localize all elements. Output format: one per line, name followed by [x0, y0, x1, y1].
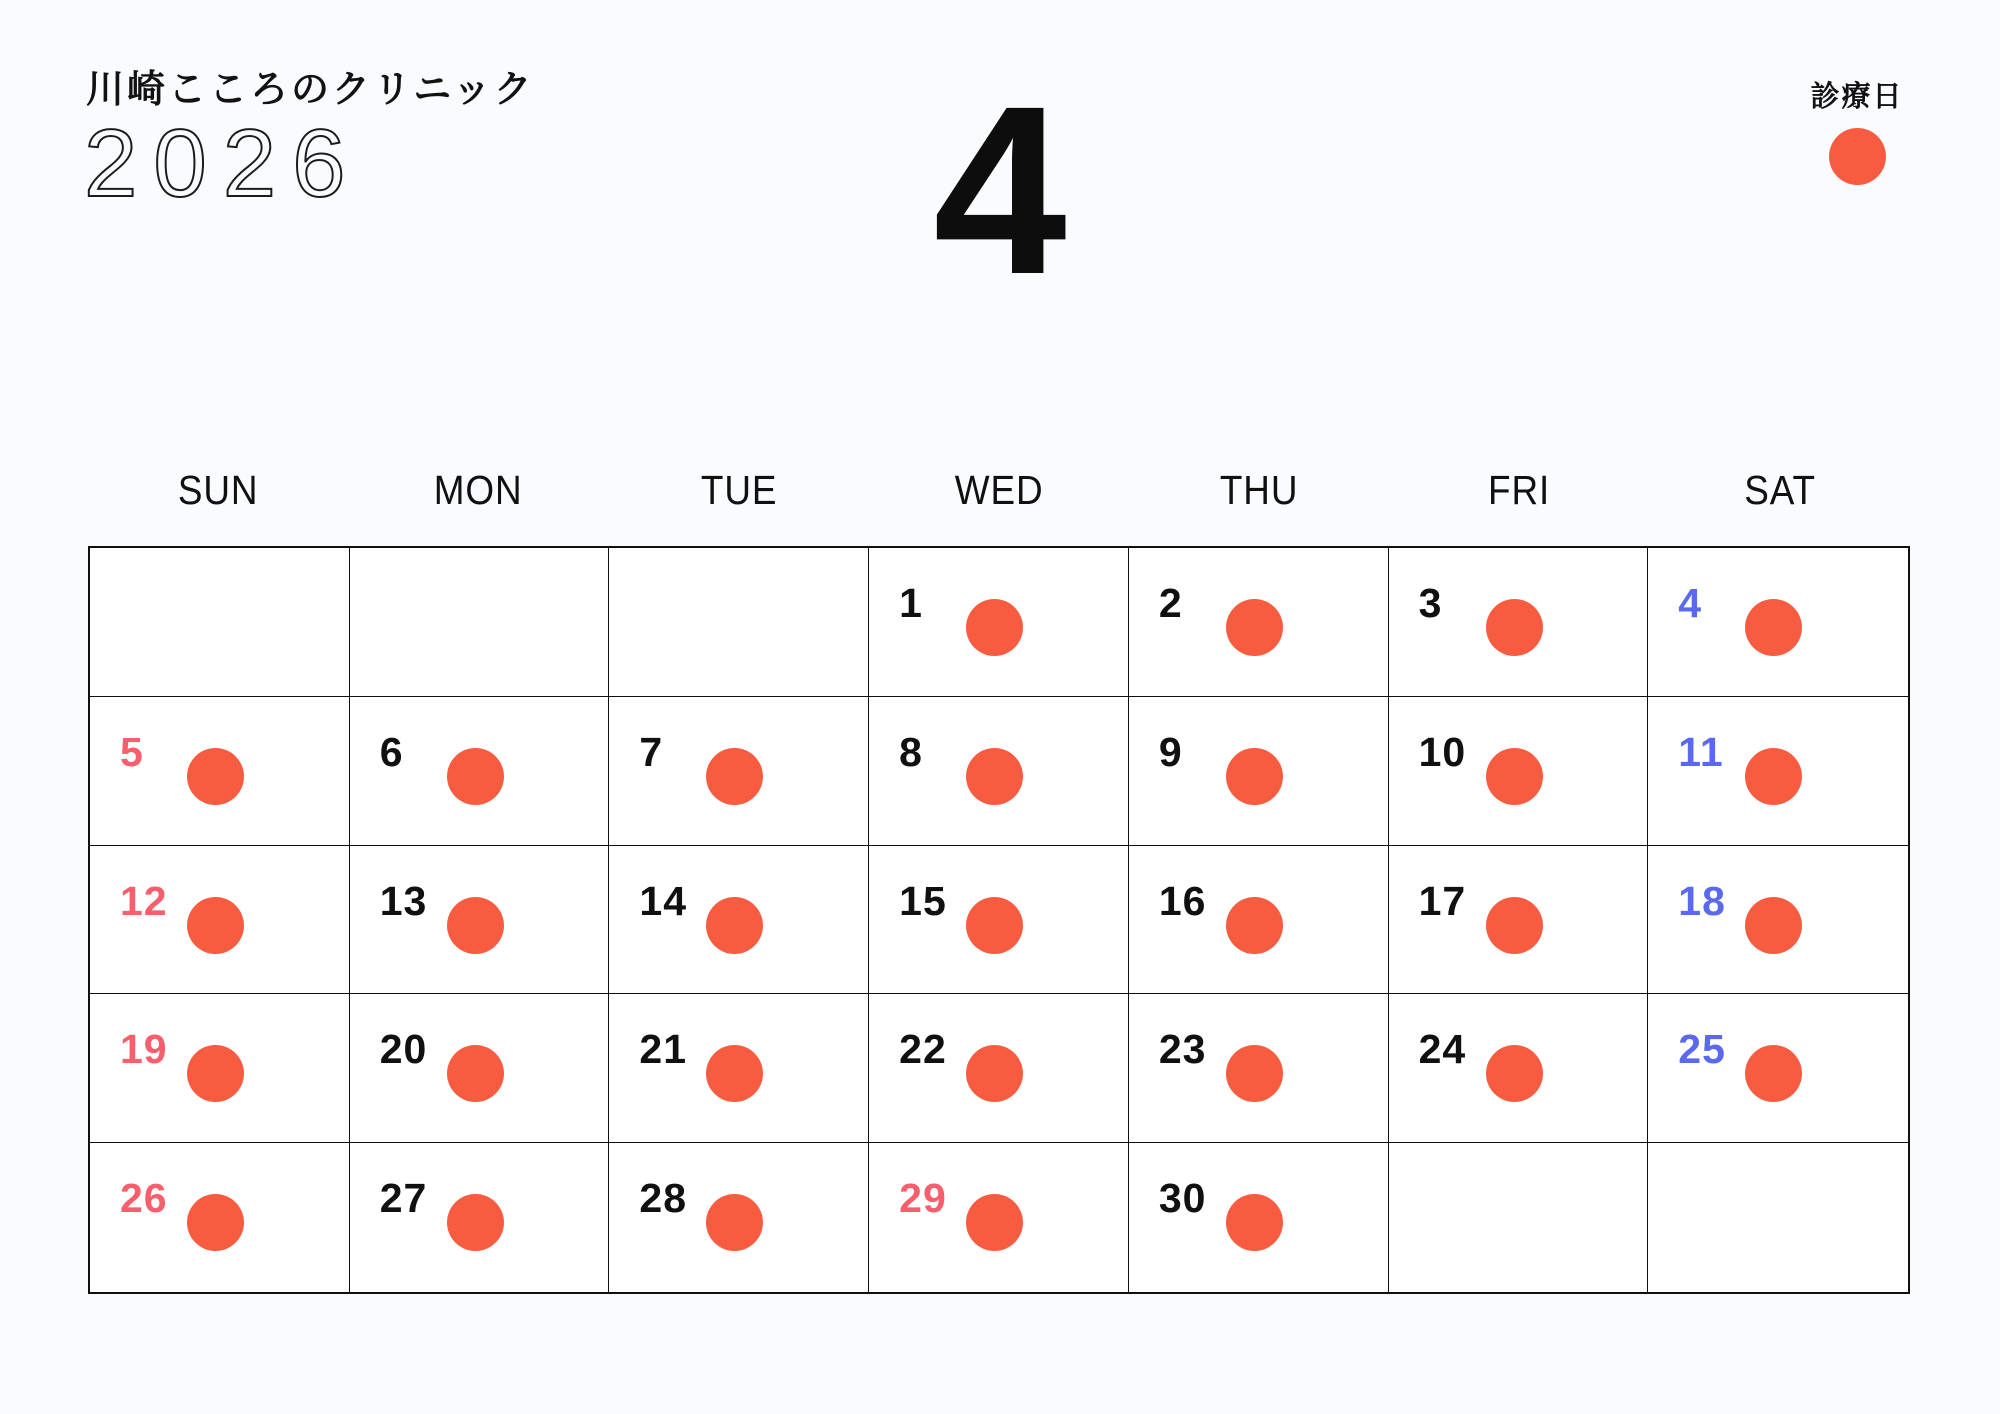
calendar-cell — [1129, 846, 1389, 995]
clinic-day-dot-icon — [1226, 599, 1283, 656]
clinic-day-dot-icon — [1745, 748, 1802, 805]
clinic-day-dot-icon — [1745, 897, 1802, 954]
day-number: 16 — [1158, 877, 1207, 924]
day-number: 23 — [1158, 1026, 1207, 1073]
calendar-cell — [869, 994, 1129, 1143]
day-number: 5 — [120, 728, 144, 775]
calendar-cell — [1648, 548, 1908, 697]
day-number: 25 — [1678, 1026, 1726, 1073]
clinic-day-dot-icon — [966, 897, 1023, 954]
day-number: 10 — [1418, 728, 1467, 775]
calendar-cell — [1129, 697, 1389, 846]
legend-label: 診療日 — [1810, 81, 1904, 113]
weekday-header-cell: FRI — [1488, 467, 1551, 513]
day-number: 1 — [899, 580, 923, 626]
day-number: 6 — [379, 728, 404, 775]
clinic-day-dot-icon — [187, 1194, 244, 1251]
calendar-cell — [869, 1143, 1129, 1292]
calendar-cell — [90, 548, 350, 697]
calendar-cell — [869, 846, 1129, 995]
calendar-cell — [1648, 994, 1908, 1143]
calendar-cell — [1129, 994, 1389, 1143]
calendar-cell — [350, 1143, 610, 1292]
clinic-day-dot-icon — [447, 748, 504, 805]
day-number: 11 — [1678, 728, 1724, 775]
calendar-cell — [1389, 994, 1649, 1143]
day-number: 14 — [639, 877, 688, 924]
weekday-header-cell: SAT — [1743, 467, 1816, 513]
calendar-cell — [609, 994, 869, 1143]
day-number: 20 — [379, 1026, 428, 1073]
day-number: 22 — [899, 1026, 947, 1073]
clinic-day-dot-icon — [447, 897, 504, 954]
calendar-cell — [1129, 548, 1389, 697]
clinic-day-dot-icon — [1226, 897, 1283, 954]
calendar-cell — [869, 548, 1129, 697]
day-number: 17 — [1418, 877, 1467, 924]
clinic-day-dot-icon — [1829, 128, 1886, 185]
year-label: 2026 — [84, 110, 362, 217]
calendar-cell — [90, 1143, 350, 1292]
clinic-day-dot-icon — [1226, 1045, 1283, 1102]
clinic-day-dot-icon — [706, 748, 763, 805]
day-number: 9 — [1158, 728, 1183, 775]
calendar-cell — [1648, 697, 1908, 846]
clinic-day-dot-icon — [447, 1194, 504, 1251]
clinic-day-dot-icon — [447, 1045, 504, 1102]
clinic-day-dot-icon — [187, 748, 244, 805]
clinic-day-dot-icon — [966, 599, 1023, 656]
calendar-cell — [350, 994, 610, 1143]
day-number: 30 — [1158, 1175, 1207, 1222]
day-number: 13 — [379, 877, 428, 924]
day-number: 26 — [120, 1175, 168, 1222]
calendar-cell — [350, 548, 610, 697]
calendar-cell — [350, 846, 610, 995]
clinic-day-dot-icon — [1745, 1045, 1802, 1102]
calendar-cell — [1648, 846, 1908, 995]
day-number: 28 — [639, 1175, 688, 1222]
clinic-day-dot-icon — [1486, 1045, 1543, 1102]
clinic-day-dot-icon — [1486, 897, 1543, 954]
clinic-day-dot-icon — [966, 1045, 1023, 1102]
day-number: 3 — [1418, 580, 1443, 626]
day-number: 29 — [899, 1175, 947, 1222]
clinic-day-dot-icon — [1745, 599, 1802, 656]
calendar-cell — [1129, 1143, 1389, 1292]
weekday-header-cell: TUE — [700, 467, 777, 513]
calendar-cell — [609, 846, 869, 995]
calendar-cell — [90, 846, 350, 995]
day-number: 27 — [379, 1175, 428, 1222]
calendar-cell — [609, 1143, 869, 1292]
day-number: 4 — [1678, 580, 1703, 626]
legend-clinic-day — [1795, 74, 1919, 185]
calendar-cell — [1389, 846, 1649, 995]
clinic-day-dot-icon — [1486, 748, 1543, 805]
weekday-header-row — [88, 466, 1910, 515]
calendar-cell — [609, 548, 869, 697]
calendar-cell — [1389, 697, 1649, 846]
calendar-cell — [609, 697, 869, 846]
calendar-cell — [90, 994, 350, 1143]
month-number: 4 — [933, 56, 1067, 324]
calendar-cell — [869, 697, 1129, 846]
clinic-day-dot-icon — [1486, 599, 1543, 656]
day-number: 15 — [899, 877, 947, 924]
day-number: 21 — [639, 1026, 688, 1073]
weekday-header-cell: SUN — [177, 467, 259, 513]
clinic-day-dot-icon — [706, 1194, 763, 1251]
clinic-day-dot-icon — [187, 897, 244, 954]
day-number: 2 — [1158, 580, 1183, 626]
calendar-cell — [1389, 548, 1649, 697]
calendar-cell — [1648, 1143, 1908, 1292]
calendar-cell — [90, 697, 350, 846]
weekday-header-cell: WED — [954, 467, 1044, 513]
day-number: 24 — [1418, 1026, 1467, 1073]
clinic-day-dot-icon — [1226, 1194, 1283, 1251]
clinic-day-dot-icon — [187, 1045, 244, 1102]
weekday-header-cell: MON — [434, 467, 523, 513]
clinic-day-dot-icon — [966, 1194, 1023, 1251]
day-number: 7 — [639, 728, 664, 775]
clinic-day-dot-icon — [706, 1045, 763, 1102]
day-number: 8 — [899, 728, 923, 775]
calendar-cell — [350, 697, 610, 846]
day-number: 19 — [120, 1026, 168, 1073]
clinic-day-dot-icon — [1226, 748, 1283, 805]
calendar-cell — [1389, 1143, 1649, 1292]
day-number: 18 — [1678, 877, 1726, 924]
weekday-header-cell: THU — [1220, 467, 1299, 513]
clinic-day-dot-icon — [966, 748, 1023, 805]
calendar-grid — [88, 546, 1910, 1294]
clinic-day-dot-icon — [706, 897, 763, 954]
clinic-name: 川崎こころのクリニック — [86, 69, 535, 111]
day-number: 12 — [120, 877, 168, 924]
